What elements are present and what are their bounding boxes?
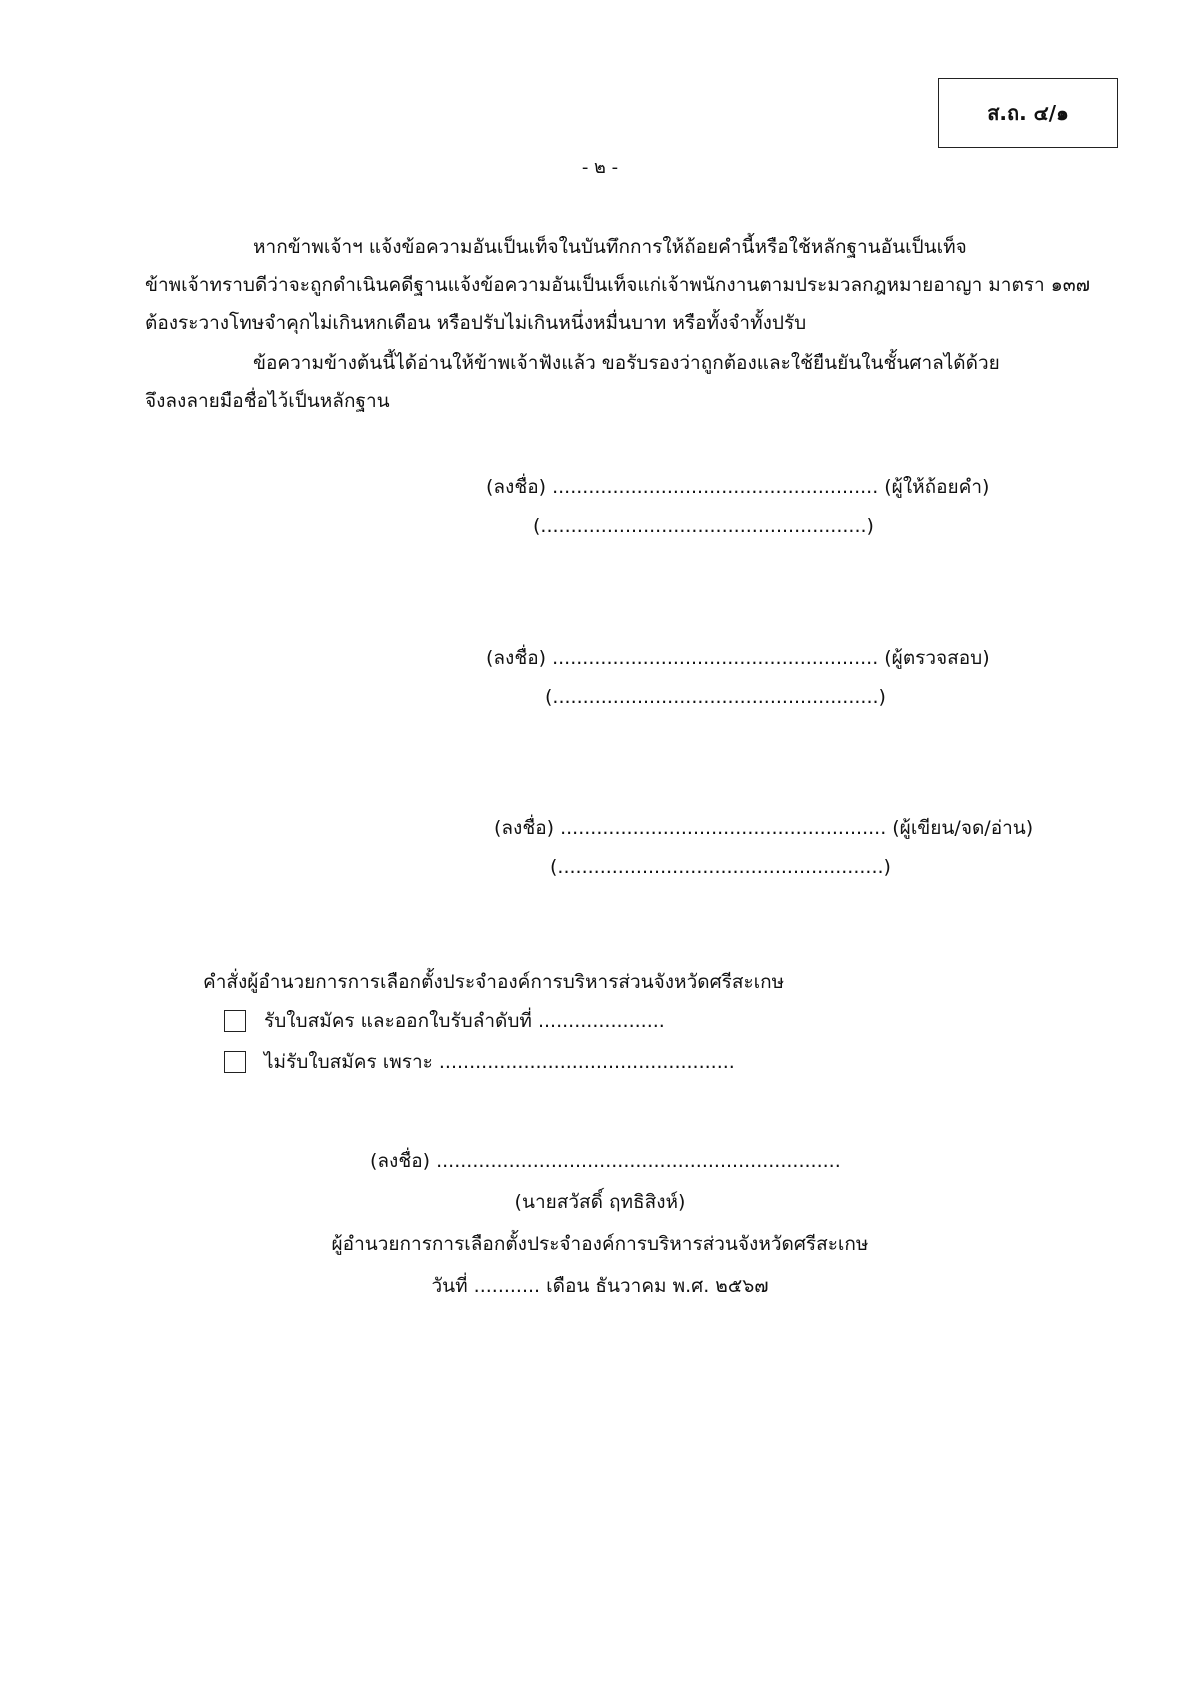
giver-signature-line: (ลงชื่อ) ...................................................... (ผู้ให้ถ้อยคำ) xyxy=(486,476,990,498)
option-label: ไม่รับใบสมัคร เพราะ ................................................. xyxy=(264,1051,735,1073)
form-code: ส.ถ. ๔/๑ xyxy=(987,101,1069,125)
checkbox[interactable] xyxy=(224,1051,246,1073)
checker-name-line: (......................................................) xyxy=(545,686,886,708)
paragraph-line: หากข้าพเจ้าฯ แจ้งข้อความอันเป็นเท็จในบันทึกการให้ถ้อยคำนี้หรือใช้หลักฐานอันเป็นเท็จ xyxy=(253,236,967,258)
giver-name-line: (......................................................) xyxy=(533,515,874,537)
page-number: - ๒ - xyxy=(581,157,619,178)
director-signature-line: (ลงชื่อ) ................................................................... xyxy=(370,1150,841,1172)
form-code-box xyxy=(938,78,1118,148)
option-reject xyxy=(224,1047,735,1077)
paragraph-line: ต้องระวางโทษจำคุกไม่เกินหกเดือน หรือปรับไม่เกินหนึ่งหมื่นบาท หรือทั้งจำทั้งปรับ xyxy=(145,312,807,334)
writer-signature-line: (ลงชื่อ) ...................................................... (ผู้เขียน/จด/อ่าน) xyxy=(494,817,1034,839)
writer-name-line: (......................................................) xyxy=(550,856,891,878)
checker-signature-line: (ลงชื่อ) ...................................................... (ผู้ตรวจสอบ) xyxy=(486,647,990,669)
paragraph-line: จึงลงลายมือชื่อไว้เป็นหลักฐาน xyxy=(145,390,390,412)
director-name: (นายสวัสดิ์ ฤทธิสิงห์) xyxy=(514,1191,686,1213)
certification-paragraph xyxy=(145,344,1095,420)
paragraph-line: ข้าพเจ้าทราบดีว่าจะถูกดำเนินคดีฐานแจ้งข้อความอันเป็นเท็จแก่เจ้าพนักงานตามประมวลกฎหมายอาญา มาตรา ๑๓๗ xyxy=(145,274,1091,296)
warning-paragraph xyxy=(145,228,1095,342)
paragraph-line: ข้อความข้างต้นนี้ได้อ่านให้ข้าพเจ้าฟังแล้ว ขอรับรองว่าถูกต้องและใช้ยืนยันในชั้นศาลได้ด้วย xyxy=(253,352,1000,374)
option-label: รับใบสมัคร และออกใบรับลำดับที่ ..................... xyxy=(264,1010,665,1032)
order-title: คำสั่งผู้อำนวยการการเลือกตั้งประจำองค์การบริหารส่วนจังหวัดศรีสะเกษ xyxy=(203,971,785,993)
option-accept xyxy=(224,1006,665,1036)
checkbox[interactable] xyxy=(224,1010,246,1032)
date-line: วันที่ ........... เดือน ธันวาคม พ.ศ. ๒๕๖๗ xyxy=(431,1275,769,1297)
director-position: ผู้อำนวยการการเลือกตั้งประจำองค์การบริหารส่วนจังหวัดศรีสะเกษ xyxy=(331,1233,869,1255)
